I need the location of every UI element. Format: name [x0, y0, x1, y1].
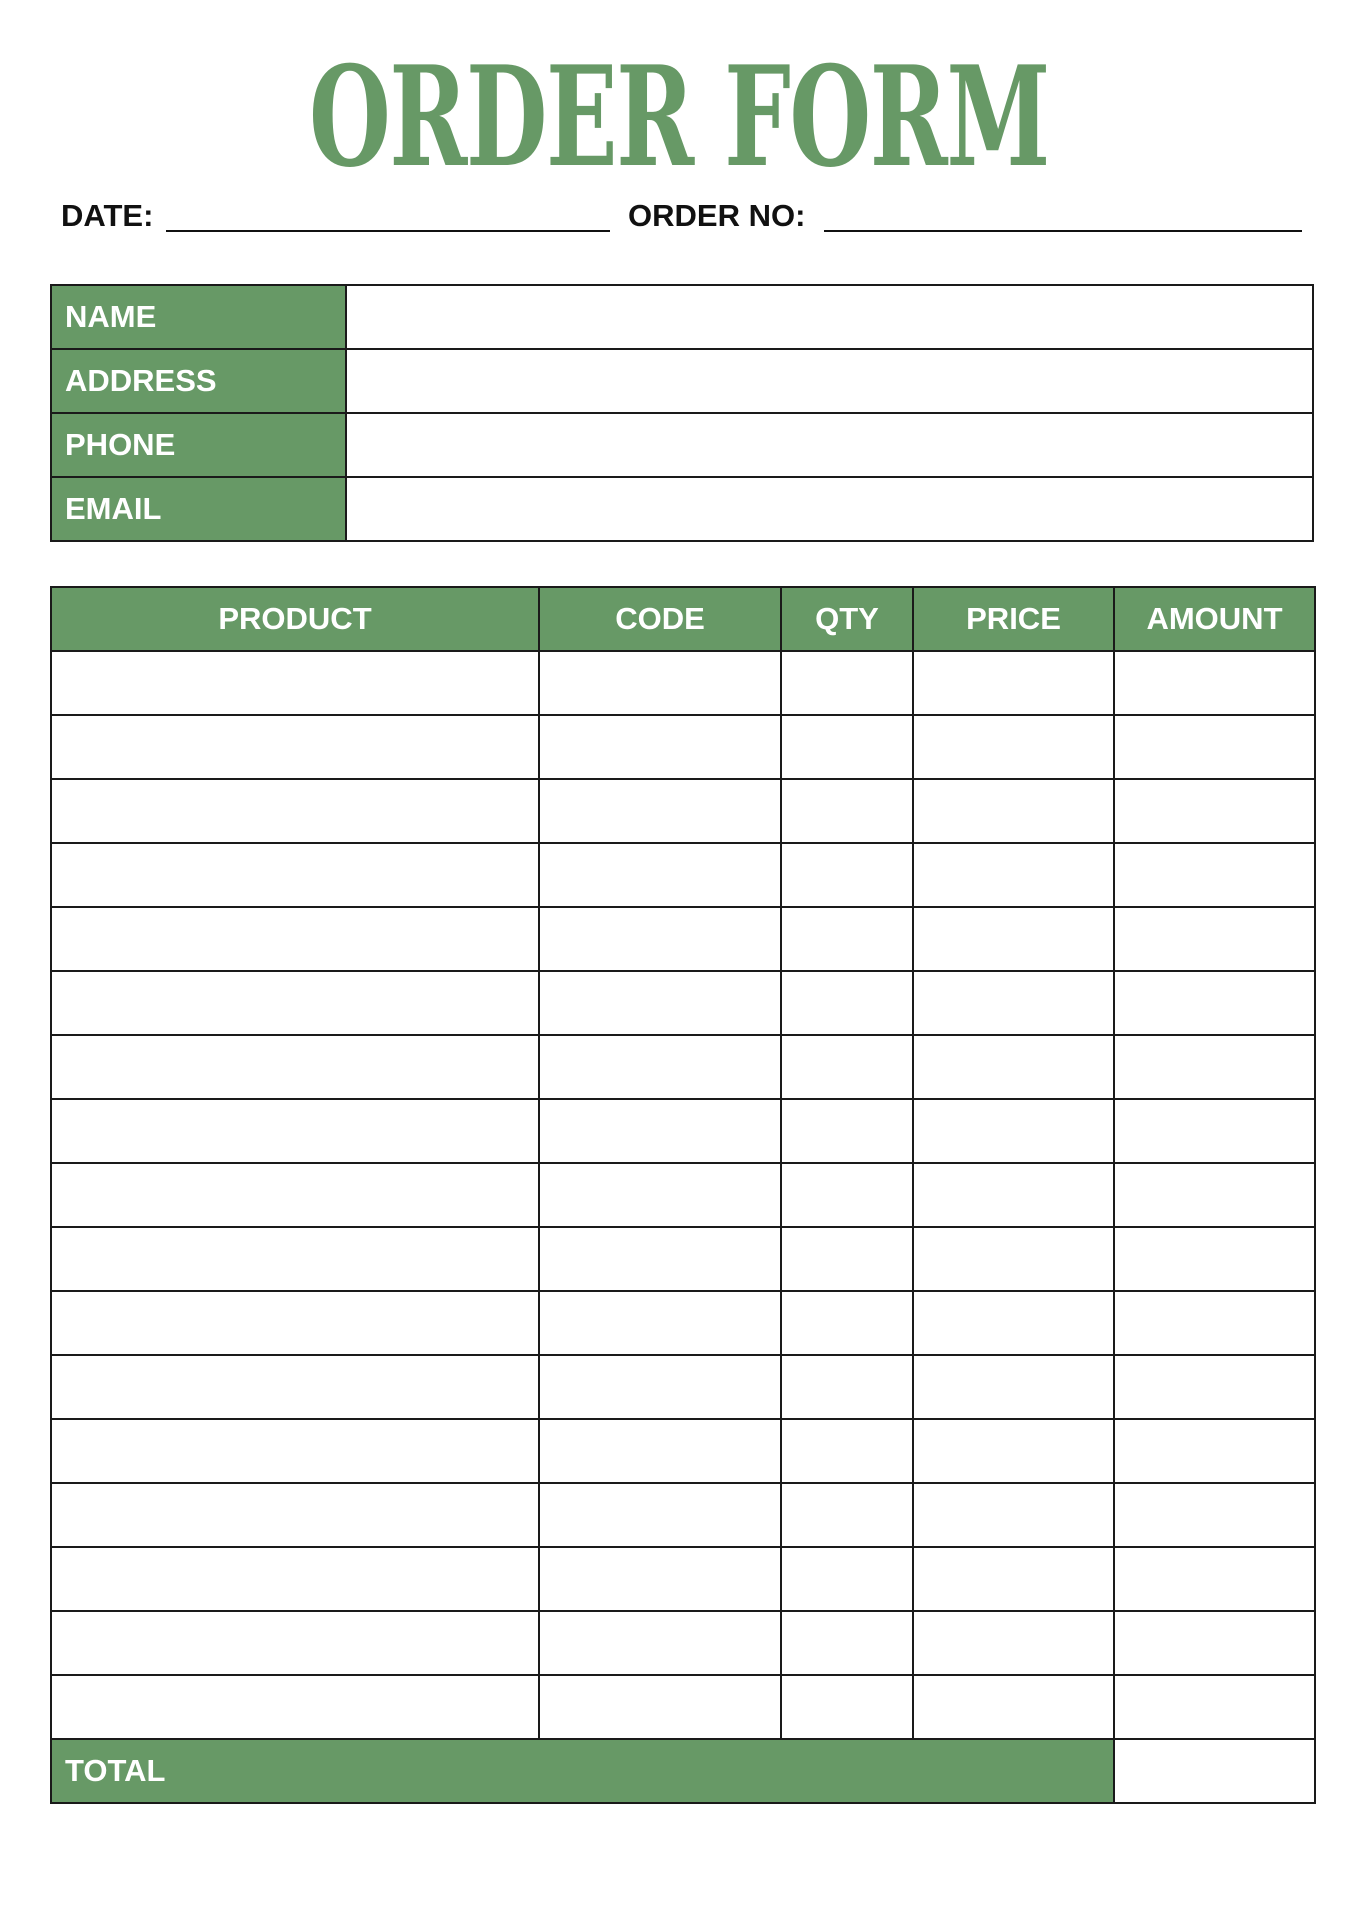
date-field[interactable] [166, 230, 610, 232]
product-cell[interactable] [51, 1611, 539, 1675]
total-row [51, 1739, 1315, 1803]
table-row [51, 1099, 1315, 1163]
phone-field[interactable] [346, 413, 1313, 477]
product-cell[interactable] [51, 1547, 539, 1611]
total-label: TOTAL [51, 1739, 1114, 1803]
column-header-product: PRODUCT [51, 587, 539, 651]
price-cell[interactable] [913, 1483, 1114, 1547]
product-cell[interactable] [51, 1035, 539, 1099]
customer-field-row [51, 477, 1313, 541]
amount-cell[interactable] [1114, 1099, 1315, 1163]
qty-cell[interactable] [781, 843, 913, 907]
code-cell[interactable] [539, 715, 781, 779]
product-cell[interactable] [51, 715, 539, 779]
code-cell[interactable] [539, 843, 781, 907]
price-cell[interactable] [913, 651, 1114, 715]
product-cell[interactable] [51, 1675, 539, 1739]
qty-cell[interactable] [781, 1611, 913, 1675]
price-cell[interactable] [913, 1227, 1114, 1291]
product-cell[interactable] [51, 1419, 539, 1483]
code-cell[interactable] [539, 1611, 781, 1675]
table-row [51, 651, 1315, 715]
code-cell[interactable] [539, 1163, 781, 1227]
date-label: DATE: [61, 198, 154, 233]
total-amount-cell[interactable] [1114, 1739, 1315, 1803]
table-row [51, 715, 1315, 779]
product-cell[interactable] [51, 1163, 539, 1227]
phone-label: PHONE [51, 413, 346, 477]
amount-cell[interactable] [1114, 1227, 1315, 1291]
table-row [51, 843, 1315, 907]
qty-cell[interactable] [781, 1099, 913, 1163]
code-cell[interactable] [539, 1227, 781, 1291]
qty-cell[interactable] [781, 1227, 913, 1291]
code-cell[interactable] [539, 779, 781, 843]
price-cell[interactable] [913, 1675, 1114, 1739]
customer-info-table [50, 284, 1314, 542]
order-no-field[interactable] [824, 230, 1302, 232]
amount-cell[interactable] [1114, 1035, 1315, 1099]
code-cell[interactable] [539, 1291, 781, 1355]
qty-cell[interactable] [781, 1547, 913, 1611]
product-cell[interactable] [51, 1355, 539, 1419]
page-title: ORDER FORM [309, 35, 1049, 198]
product-table-header [51, 587, 1315, 651]
qty-cell[interactable] [781, 715, 913, 779]
qty-cell[interactable] [781, 1355, 913, 1419]
column-header-amount: AMOUNT [1114, 587, 1315, 651]
address-field[interactable] [346, 349, 1313, 413]
price-cell[interactable] [913, 971, 1114, 1035]
qty-cell[interactable] [781, 1291, 913, 1355]
code-cell[interactable] [539, 1483, 781, 1547]
price-cell[interactable] [913, 1611, 1114, 1675]
qty-cell[interactable] [781, 1419, 913, 1483]
product-table [50, 586, 1316, 1804]
table-row [51, 1227, 1315, 1291]
email-label: EMAIL [51, 477, 346, 541]
table-row [51, 971, 1315, 1035]
amount-cell[interactable] [1114, 1547, 1315, 1611]
price-cell[interactable] [913, 1291, 1114, 1355]
table-row [51, 1675, 1315, 1739]
column-header-price: PRICE [913, 587, 1114, 651]
product-cell[interactable] [51, 1099, 539, 1163]
customer-field-row [51, 413, 1313, 477]
column-header-qty: QTY [781, 587, 913, 651]
table-row [51, 1035, 1315, 1099]
table-row [51, 1291, 1315, 1355]
qty-cell[interactable] [781, 907, 913, 971]
order-no-label: ORDER NO: [628, 198, 806, 233]
code-cell[interactable] [539, 1035, 781, 1099]
amount-cell[interactable] [1114, 971, 1315, 1035]
amount-cell[interactable] [1114, 1483, 1315, 1547]
qty-cell[interactable] [781, 1675, 913, 1739]
price-cell[interactable] [913, 843, 1114, 907]
code-cell[interactable] [539, 1419, 781, 1483]
code-cell[interactable] [539, 1099, 781, 1163]
qty-cell[interactable] [781, 779, 913, 843]
product-cell[interactable] [51, 971, 539, 1035]
qty-cell[interactable] [781, 651, 913, 715]
product-cell[interactable] [51, 651, 539, 715]
table-row [51, 907, 1315, 971]
price-cell[interactable] [913, 779, 1114, 843]
table-row [51, 1163, 1315, 1227]
column-header-code: CODE [539, 587, 781, 651]
code-cell[interactable] [539, 1355, 781, 1419]
price-cell[interactable] [913, 1355, 1114, 1419]
name-label: NAME [51, 285, 346, 349]
amount-cell[interactable] [1114, 907, 1315, 971]
code-cell[interactable] [539, 1547, 781, 1611]
qty-cell[interactable] [781, 971, 913, 1035]
name-field[interactable] [346, 285, 1313, 349]
amount-cell[interactable] [1114, 1675, 1315, 1739]
product-cell[interactable] [51, 779, 539, 843]
product-cell[interactable] [51, 907, 539, 971]
code-cell[interactable] [539, 907, 781, 971]
table-row [51, 1419, 1315, 1483]
amount-cell[interactable] [1114, 1611, 1315, 1675]
table-row [51, 779, 1315, 843]
email-field[interactable] [346, 477, 1313, 541]
amount-cell[interactable] [1114, 651, 1315, 715]
product-cell[interactable] [51, 1291, 539, 1355]
code-cell[interactable] [539, 651, 781, 715]
qty-cell[interactable] [781, 1483, 913, 1547]
table-row [51, 1483, 1315, 1547]
amount-cell[interactable] [1114, 1355, 1315, 1419]
product-cell[interactable] [51, 1483, 539, 1547]
table-row [51, 1611, 1315, 1675]
product-cell[interactable] [51, 1227, 539, 1291]
code-cell[interactable] [539, 1675, 781, 1739]
amount-cell[interactable] [1114, 1291, 1315, 1355]
table-row [51, 1547, 1315, 1611]
amount-cell[interactable] [1114, 1419, 1315, 1483]
table-row [51, 1355, 1315, 1419]
amount-cell[interactable] [1114, 1163, 1315, 1227]
price-cell[interactable] [913, 1547, 1114, 1611]
qty-cell[interactable] [781, 1163, 913, 1227]
meta-row [0, 196, 1358, 236]
amount-cell[interactable] [1114, 715, 1315, 779]
code-cell[interactable] [539, 971, 781, 1035]
price-cell[interactable] [913, 1099, 1114, 1163]
amount-cell[interactable] [1114, 843, 1315, 907]
price-cell[interactable] [913, 1419, 1114, 1483]
price-cell[interactable] [913, 715, 1114, 779]
price-cell[interactable] [913, 1035, 1114, 1099]
product-cell[interactable] [51, 843, 539, 907]
qty-cell[interactable] [781, 1035, 913, 1099]
amount-cell[interactable] [1114, 779, 1315, 843]
customer-field-row [51, 349, 1313, 413]
price-cell[interactable] [913, 907, 1114, 971]
price-cell[interactable] [913, 1163, 1114, 1227]
customer-field-row [51, 285, 1313, 349]
address-label: ADDRESS [51, 349, 346, 413]
